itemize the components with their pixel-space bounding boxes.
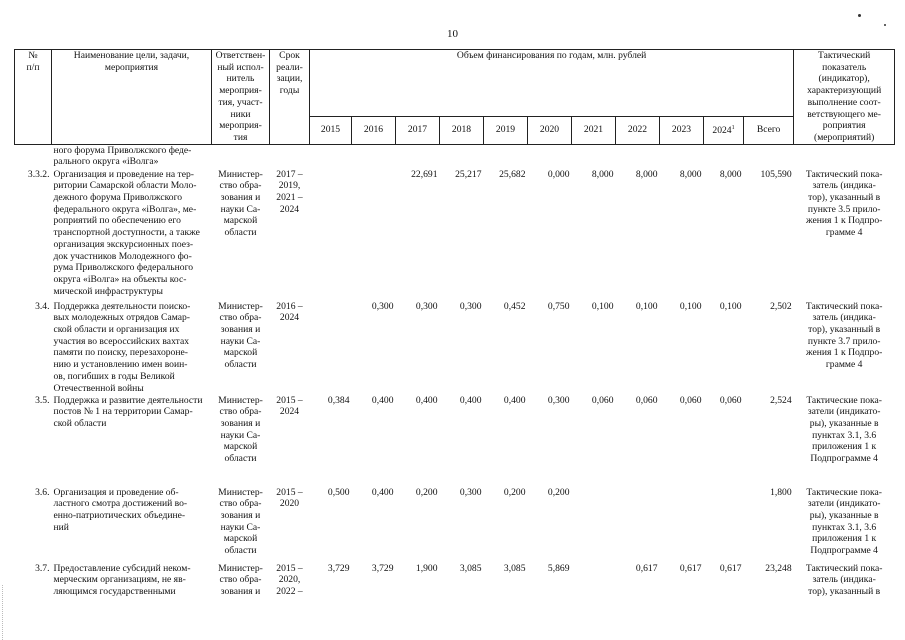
row-value: 22,691	[411, 168, 438, 180]
row-total: 2,524	[770, 394, 792, 406]
row-responsible: Министер- ство обра- зования и науки Са- марской области	[218, 486, 263, 557]
row-value	[572, 563, 616, 623]
row-number: 3.6.	[35, 486, 50, 498]
row-term: 2015 – 2024	[276, 394, 303, 418]
row-number	[15, 144, 52, 169]
row-responsible: Министер- ство обра- зования и науки Са- марской области	[218, 394, 263, 465]
row-value: 0,300	[459, 300, 482, 312]
row-number: 3.5.	[35, 394, 50, 406]
row-value	[704, 144, 744, 169]
row-value	[616, 487, 660, 563]
row-value: 0,300	[371, 300, 394, 312]
row-value	[484, 144, 528, 169]
header-year: 2023	[660, 116, 704, 144]
row-value: 0,300	[459, 486, 482, 498]
row-total: 23,248	[765, 562, 792, 574]
row-value: 0,300	[547, 394, 570, 406]
header-responsible: Ответствен- ный испол- нитель мероприя- тия, участ- ники мероприя- тия	[212, 50, 270, 145]
table-row	[15, 395, 895, 487]
header-year: 2018	[440, 116, 484, 144]
header-total: Всего	[744, 116, 794, 144]
header-year: 2015	[310, 116, 352, 144]
row-term: 2015 – 2020, 2022 –	[276, 562, 303, 598]
row-value	[572, 487, 616, 563]
row-value: 8,000	[679, 168, 702, 180]
header-year: 2019	[484, 116, 528, 144]
table-row	[15, 144, 895, 169]
row-value: 0,384	[327, 394, 350, 406]
header-year: 2017	[396, 116, 440, 144]
table-row	[15, 563, 895, 623]
table-row	[15, 487, 895, 563]
row-indicator: Тактический пока- затель (индика- тор), указанный в пункте 3.5 прило- жения 1 к Подпро- грамме 4	[805, 168, 883, 239]
row-value	[704, 487, 744, 563]
row-value: 0,300	[415, 300, 438, 312]
row-value: 25,682	[499, 168, 526, 180]
row-value: 5,869	[547, 562, 570, 574]
header-year: 2021	[572, 116, 616, 144]
row-value	[310, 144, 352, 169]
header-indicator: Тактический показатель (индикатор), характеризующий выполнение соот- ветствующего ме- роприятия (мероприятий)	[794, 50, 895, 145]
row-value: 8,000	[635, 168, 658, 180]
row-term: 2017 – 2019, 2021 – 2024	[276, 168, 303, 215]
header-no: № п/п	[15, 50, 52, 145]
row-value: 3,085	[459, 562, 482, 574]
row-value: 0,100	[679, 300, 702, 312]
header-year: 2020	[528, 116, 572, 144]
header-year: 2022	[616, 116, 660, 144]
row-value: 0,060	[679, 394, 702, 406]
row-value: 25,217	[455, 168, 482, 180]
row-value	[352, 169, 396, 301]
row-value: 0,060	[719, 394, 742, 406]
row-value: 0,400	[371, 486, 394, 498]
row-value	[528, 144, 572, 169]
row-value	[660, 487, 704, 563]
row-value: 0,400	[371, 394, 394, 406]
year-2024-label: 2024	[712, 125, 732, 137]
row-value: 3,729	[371, 562, 394, 574]
row-value: 0,200	[503, 486, 526, 498]
row-value: 0,060	[591, 394, 614, 406]
row-name: Организация и проведение об- ластного смотра достижений во- енно-патриотических объедине- ний	[53, 486, 188, 533]
scan-speck	[884, 24, 886, 26]
row-value: 0,500	[327, 486, 350, 498]
row-indicator	[794, 144, 895, 169]
row-value: 0,100	[719, 300, 742, 312]
row-name: Организация и проведение на тер- ритории Самарской области Моло- дежного форума Приволжского федерального округа «iВолга», ме- роприятий по обеспечению его транспортной доступности, а также организация экскурсионных поез- док участников Молодежного фо- рума Приволжского федерального округа «iВолга» на объекты кос- мической инфраструктуры	[53, 168, 200, 297]
scan-speck	[858, 14, 861, 17]
row-value: 0,617	[679, 562, 702, 574]
row-total: 2,502	[770, 300, 792, 312]
row-value	[310, 169, 352, 301]
row-number: 3.3.2.	[27, 168, 50, 180]
row-value: 3,085	[503, 562, 526, 574]
row-value	[572, 144, 616, 169]
page-number: 10	[447, 28, 458, 40]
table-row	[15, 301, 895, 395]
row-value: 0,617	[635, 562, 658, 574]
header-term: Срок реали- зации, годы	[270, 50, 310, 145]
row-value: 0,100	[591, 300, 614, 312]
header-year: 2016	[352, 116, 396, 144]
row-value: 1,900	[415, 562, 438, 574]
row-total	[744, 144, 794, 169]
row-value: 3,729	[327, 562, 350, 574]
row-total: 105,590	[760, 168, 792, 180]
row-indicator: Тактические пока- затели (индикато- ры), указанные в пунктах 3.1, 3.6 приложения 1 к Подпрограмме 4	[806, 486, 882, 557]
row-responsible: Министер- ство обра- зования и науки Са- марской области	[218, 300, 263, 371]
row-term: 2016 – 2024	[276, 300, 303, 324]
row-value	[396, 144, 440, 169]
row-term	[270, 144, 310, 169]
footnote-mark: 1	[731, 125, 735, 132]
row-value: 0,000	[547, 168, 570, 180]
row-responsible: Министер- ство обра- зования и	[218, 562, 263, 598]
funding-table	[14, 49, 895, 623]
row-value: 0,400	[459, 394, 482, 406]
row-value: 0,200	[415, 486, 438, 498]
row-value: 0,200	[547, 486, 570, 498]
table-row	[15, 169, 895, 301]
table-body	[15, 144, 895, 623]
row-number: 3.7.	[35, 562, 50, 574]
row-value: 8,000	[719, 168, 742, 180]
header-funding: Объем финансирования по годам, млн. рублей	[310, 50, 794, 117]
row-name: Поддержка и развитие деятельности постов № 1 на территории Самар- ской области	[53, 394, 203, 430]
row-value: 0,100	[635, 300, 658, 312]
header-year-2024	[704, 116, 744, 144]
row-value: 0,060	[635, 394, 658, 406]
row-indicator: Тактические пока- затели (индикато- ры), указанные в пунктах 3.1, 3.6 приложения 1 к Подпрограмме 4	[806, 394, 882, 465]
row-value	[616, 144, 660, 169]
row-value	[660, 144, 704, 169]
row-name: Предоставление субсидий неком- мерческим организациям, не яв- ляющимся государственными	[53, 562, 191, 598]
row-value: 0,750	[547, 300, 570, 312]
row-total: 1,800	[770, 486, 792, 498]
row-value	[352, 144, 396, 169]
row-name: ного форума Приволжского феде- рального округа «iВолга»	[53, 144, 192, 168]
row-value: 0,452	[503, 300, 526, 312]
header-name: Наименование цели, задачи, мероприятия	[52, 50, 212, 145]
row-responsible: Министер- ство обра- зования и науки Са- марской области	[218, 168, 263, 239]
row-value: 8,000	[591, 168, 614, 180]
row-value: 0,400	[503, 394, 526, 406]
row-value: 0,400	[415, 394, 438, 406]
scan-edge-marks	[2, 585, 11, 640]
table-header	[15, 50, 895, 145]
row-responsible	[212, 144, 270, 169]
row-value	[310, 301, 352, 395]
row-value	[440, 144, 484, 169]
row-number: 3.4.	[35, 300, 50, 312]
row-indicator: Тактический пока- затель (индика- тор), указанный в	[805, 562, 883, 598]
row-value: 0,617	[719, 562, 742, 574]
row-term: 2015 – 2020	[276, 486, 303, 510]
row-name: Поддержка деятельности поиско- вых молодежных отрядов Самар- ской области и организация их участия во всероссийских вахтах памяти по поиску, перезахороне- нию и установлению имен воин- ов, погибших в годы Великой Отечественной войны	[53, 300, 191, 394]
row-indicator: Тактический пока- затель (индика- тор), указанный в пункте 3.7 прило- жения 1 к Подпро- грамме 4	[805, 300, 883, 371]
